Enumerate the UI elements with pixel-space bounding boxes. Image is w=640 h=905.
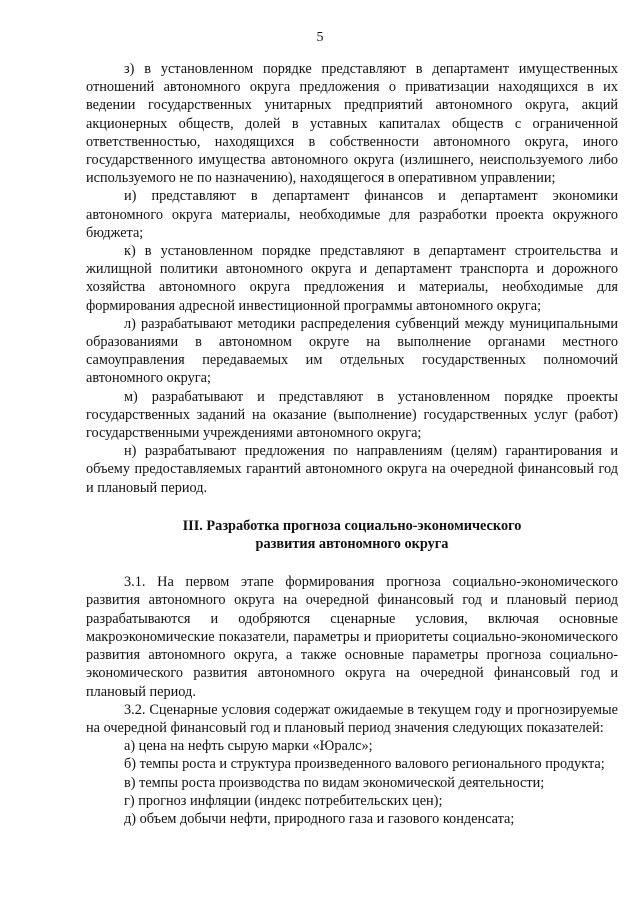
document-body xyxy=(86,60,618,828)
list-item-b: б) темпы роста и структура произведенного валового регионального продукта; xyxy=(124,756,605,773)
list-item-g: г) прогноз инфляции (индекс потребительских цен); xyxy=(124,792,443,809)
paragraph-3-1: 3.1. На первом этапе формирования прогноза социально-экономического развития автономного округа на очередной финансовый год и плановый период разрабатываются и одобряются сценарные условия, включая основные макроэкономические показатели, параметры и приоритеты социально-экономического развития автономного округа, а также основные параметры прогноза социально-экономического развития автономного округа на очередной финансовый год и плановый период. xyxy=(86,574,618,700)
paragraph-n: н) разрабатывают предложения по направлениям (целям) гарантирования и объему предоставляемых гарантий автономного округа на очередной финансовый год и плановый период. xyxy=(86,443,618,496)
paragraph-m: м) разрабатывают и представляют в установленном порядке проекты государственных заданий на оказание (выполнение) государственных услуг (работ) государственными учреждениями автономного округа; xyxy=(86,388,618,442)
list-item-d: д) объем добычи нефти, природного газа и газового конденсата; xyxy=(124,810,515,827)
paragraph-k: к) в установленном порядке представляют в департамент строительства и жилищной политики автономного округа и департамент транспорта и дорожного хозяйства автономного округа предложения и материалы, необходимые для формирования адресной инвестиционной программы автономного округа; xyxy=(86,243,618,314)
paragraph-z: з) в установленном порядке представляют в департамент имущественных отношений автономного округа предложения о приватизации находящихся в их ведении государственных унитарных предприятий автономного округа, акций акционерных обществ, долей в уставных капиталах обществ с ограниченной ответственностью, находящихся в собственности автономного округа, иного государственного имущества автономного округа (излишнего, неиспользуемого либо используемого не по назначению), находящегося в оперативном управлении; xyxy=(86,61,618,187)
section-heading-line-1: III. Разработка прогноза социально-экономического xyxy=(182,517,522,534)
section-heading-line-2: развития автономного округа xyxy=(255,536,449,553)
paragraph-3-2: 3.2. Сценарные условия содержат ожидаемые в текущем году и прогнозируемые на очередной финансовый год и плановый период значения следующих показателей: xyxy=(86,701,618,736)
page-number: 5 xyxy=(316,30,324,45)
list-item-a: а) цена на нефть сырую марки «Юралс»; xyxy=(124,738,373,755)
paragraph-i: и) представляют в департамент финансов и департамент экономики автономного округа материалы, необходимые для разработки проекта окружного бюджета; xyxy=(86,188,618,241)
list-item-v: в) темпы роста производства по видам экономической деятельности; xyxy=(124,774,545,791)
paragraph-l: л) разрабатывают методики распределения субвенций между муниципальными образованиями в автономном округе на выполнение органами местного самоуправления передаваемых им отдельных государственных полномочий автономного округа; xyxy=(86,315,618,387)
section-heading xyxy=(86,517,618,553)
